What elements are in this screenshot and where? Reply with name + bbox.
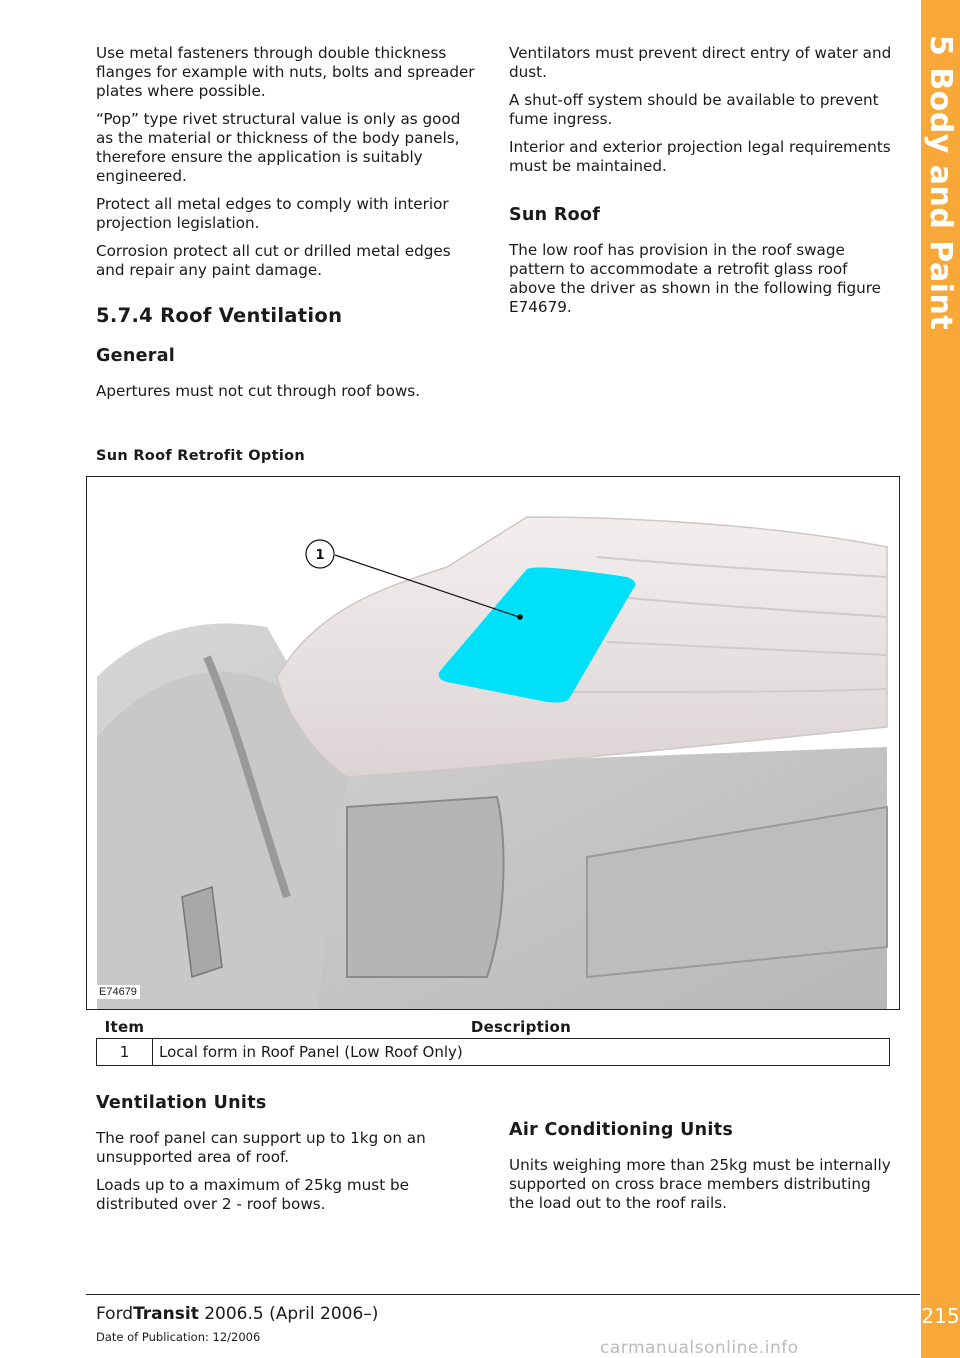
callout-number: 1 bbox=[315, 548, 325, 563]
paragraph-shut-off: A shut-off system should be available to prevent fume ingress. bbox=[509, 91, 879, 128]
paragraph-protect-edges: Protect all metal edges to comply with interior projection legislation. bbox=[96, 195, 449, 232]
paragraph-fasteners: Use metal fasteners through double thickness flanges for example with nuts, bolts and spreader plates where possible. bbox=[96, 44, 475, 100]
figure-id-label: E74679 bbox=[96, 985, 140, 999]
callout-point bbox=[517, 614, 523, 620]
footer-divider bbox=[86, 1294, 920, 1295]
paragraph-ventilators: Ventilators must prevent direct entry of water and dust. bbox=[509, 44, 892, 81]
left-column-top bbox=[96, 44, 480, 410]
footer-model: Transit bbox=[133, 1304, 199, 1324]
footer-brand: Ford bbox=[96, 1304, 134, 1324]
footer-edition: 2006.5 (April 2006–) bbox=[198, 1304, 379, 1324]
table-header-row bbox=[97, 1016, 890, 1038]
sub-heading-sun-roof: Sun Roof bbox=[509, 205, 601, 225]
table-header-description: Description bbox=[470, 1017, 572, 1036]
paragraph-air-conditioning: Units weighing more than 25kg must be internally supported on cross brace members distributing the load out to the roof rails. bbox=[509, 1156, 891, 1212]
table-cell-item: 1 bbox=[97, 1038, 153, 1065]
paragraph-corrosion: Corrosion protect all cut or drilled metal edges and repair any paint damage. bbox=[96, 242, 451, 279]
paragraph-sun-roof: The low roof has provision in the roof swage pattern to accommodate a retrofit glass roof above the driver as shown in the following figure E74679. bbox=[509, 241, 882, 316]
paragraph-roof-support: The roof panel can support up to 1kg on an unsupported area of roof. bbox=[96, 1129, 426, 1166]
right-column-top bbox=[509, 44, 893, 326]
side-window-shape bbox=[347, 797, 504, 977]
table-row bbox=[97, 1038, 890, 1065]
chapter-tab-title bbox=[921, 10, 960, 355]
van-roof-illustration bbox=[87, 477, 900, 1010]
figure-caption: Sun Roof Retrofit Option bbox=[96, 448, 305, 464]
paragraph-projection: Interior and exterior projection legal requirements must be maintained. bbox=[509, 138, 891, 175]
section-heading-roof-ventilation: 5.7.4 Roof Ventilation bbox=[96, 304, 343, 327]
right-column-bottom bbox=[509, 1121, 893, 1222]
paragraph-pop-rivet: “Pop” type rivet structural value is only as good as the material or thickness of the body panels, therefore ensure the application is suitably engineered. bbox=[96, 110, 461, 185]
item-description-table bbox=[96, 1016, 890, 1066]
watermark-text: carmanualsonline.info bbox=[600, 1338, 799, 1358]
page-number: 215 bbox=[921, 1304, 960, 1328]
table-cell-description: Local form in Roof Panel (Low Roof Only) bbox=[153, 1038, 890, 1065]
sub-heading-general: General bbox=[96, 346, 176, 366]
footer-publication-date: Date of Publication: 12/2006 bbox=[96, 1330, 261, 1344]
figure-frame bbox=[86, 476, 900, 1010]
chapter-title-text: 5 Body and Paint bbox=[923, 34, 958, 331]
sub-heading-air-conditioning: Air Conditioning Units bbox=[509, 1120, 734, 1140]
paragraph-load-distribution: Loads up to a maximum of 25kg must be distributed over 2 - roof bows. bbox=[96, 1176, 409, 1213]
paragraph-apertures: Apertures must not cut through roof bows. bbox=[96, 382, 421, 400]
footer-title bbox=[96, 1304, 378, 1324]
left-column-bottom bbox=[96, 1094, 480, 1223]
table-header-item: Item bbox=[104, 1017, 145, 1036]
sub-heading-ventilation-units: Ventilation Units bbox=[96, 1093, 267, 1113]
